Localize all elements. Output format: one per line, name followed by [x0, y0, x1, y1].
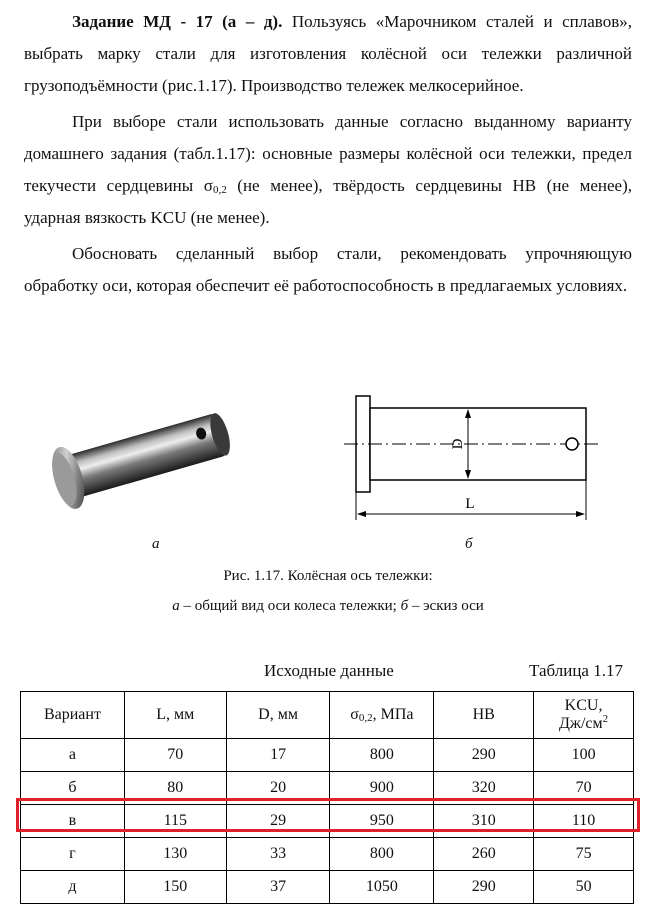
header-length: L, мм	[124, 692, 226, 739]
cell-variant: г	[21, 838, 125, 871]
table-row	[21, 871, 634, 904]
task-paragraph-1	[24, 6, 632, 102]
cell-diameter: 33	[226, 838, 330, 871]
task-paragraph-2-text-a: При выборе стали использовать данные согласно выданному варианту домашнего задания (табл.1.17): основные размеры колёсной оси тележки, предел текучести сердцевины σ	[24, 112, 632, 195]
caption-text-b: – эскиз оси	[408, 598, 484, 614]
cell-diameter: 17	[226, 739, 330, 772]
cell-diameter: 29	[226, 805, 330, 838]
table-header-row	[21, 692, 634, 739]
cell-variant: в	[21, 805, 125, 838]
caption-text-a: – общий вид оси колеса тележки;	[179, 598, 401, 614]
cell-yield-strength: 800	[330, 838, 434, 871]
cell-variant: а	[21, 739, 125, 772]
cell-hardness: 320	[434, 772, 534, 805]
cell-length: 150	[124, 871, 226, 904]
cell-length: 80	[124, 772, 226, 805]
table-row	[21, 739, 634, 772]
cell-length: 70	[124, 739, 226, 772]
table-row	[21, 772, 634, 805]
task-paragraph-3: Обосновать сделанный выбор стали, рекомендовать упрочняющую обработку оси, которая обеспечит её работоспособность в предлагаемых условиях.	[24, 244, 632, 295]
task-title: Задание МД - 17 (а – д).	[72, 12, 283, 31]
figure-label-b: б	[465, 536, 473, 552]
cell-hardness: 290	[434, 739, 534, 772]
cell-diameter: 37	[226, 871, 330, 904]
cell-yield-strength: 800	[330, 739, 434, 772]
dimension-l-label: L	[465, 496, 475, 512]
caption-letter-b: б	[400, 598, 409, 614]
header-yield-strength: $\sigma_{0,2}$, МПа	[330, 692, 434, 739]
cell-impact-toughness: 70	[534, 772, 634, 805]
figure-caption-legend	[0, 598, 656, 615]
table-row-highlighted	[21, 805, 634, 838]
table-number: Таблица 1.17	[529, 661, 623, 680]
cell-impact-toughness: 50	[534, 871, 634, 904]
task-paragraph-1-text: Пользуясь «Марочником сталей и сплавов», выбрать марку стали для изготовления колёсной оси тележки различной грузоподъёмности (рис.1.17). Производство тележек мелкосерийное.	[24, 12, 632, 95]
cell-diameter: 20	[226, 772, 330, 805]
axle-sketch-drawing	[340, 388, 600, 520]
task-paragraph-2	[24, 106, 632, 234]
cell-impact-toughness: 100	[534, 739, 634, 772]
cell-hardness: 310	[434, 805, 534, 838]
header-variant: Вариант	[21, 692, 125, 739]
task-paragraph-2-text-b: (не менее), твёрдость сердцевины HB (не менее), ударная вязкость KCU (не менее).	[24, 176, 632, 227]
cell-yield-strength: 900	[330, 772, 434, 805]
sigma-subscript: 0,2	[212, 184, 227, 196]
table-heading: Исходные данные	[264, 661, 394, 680]
header-diameter: D, мм	[226, 692, 330, 739]
axle-photo-image	[38, 400, 238, 512]
cell-yield-strength: 1050	[330, 871, 434, 904]
figure-label-a: а	[152, 536, 160, 552]
cell-length: 130	[124, 838, 226, 871]
cell-variant: д	[21, 871, 125, 904]
figure-caption-title: Рис. 1.17. Колёсная ось тележки:	[223, 568, 433, 584]
cell-hardness: 290	[434, 871, 534, 904]
header-hardness: HB	[434, 692, 534, 739]
cell-length: 115	[124, 805, 226, 838]
cell-variant: б	[21, 772, 125, 805]
cell-yield-strength: 950	[330, 805, 434, 838]
header-impact-toughness: KCU, $Дж/см^2$	[534, 692, 634, 739]
source-data-table	[20, 691, 634, 904]
cell-hardness: 260	[434, 838, 534, 871]
caption-letter-a: а	[172, 598, 180, 614]
table-row	[21, 838, 634, 871]
dimension-d-label: D	[450, 438, 466, 450]
cell-impact-toughness: 75	[534, 838, 634, 871]
cell-impact-toughness: 110	[534, 805, 634, 838]
